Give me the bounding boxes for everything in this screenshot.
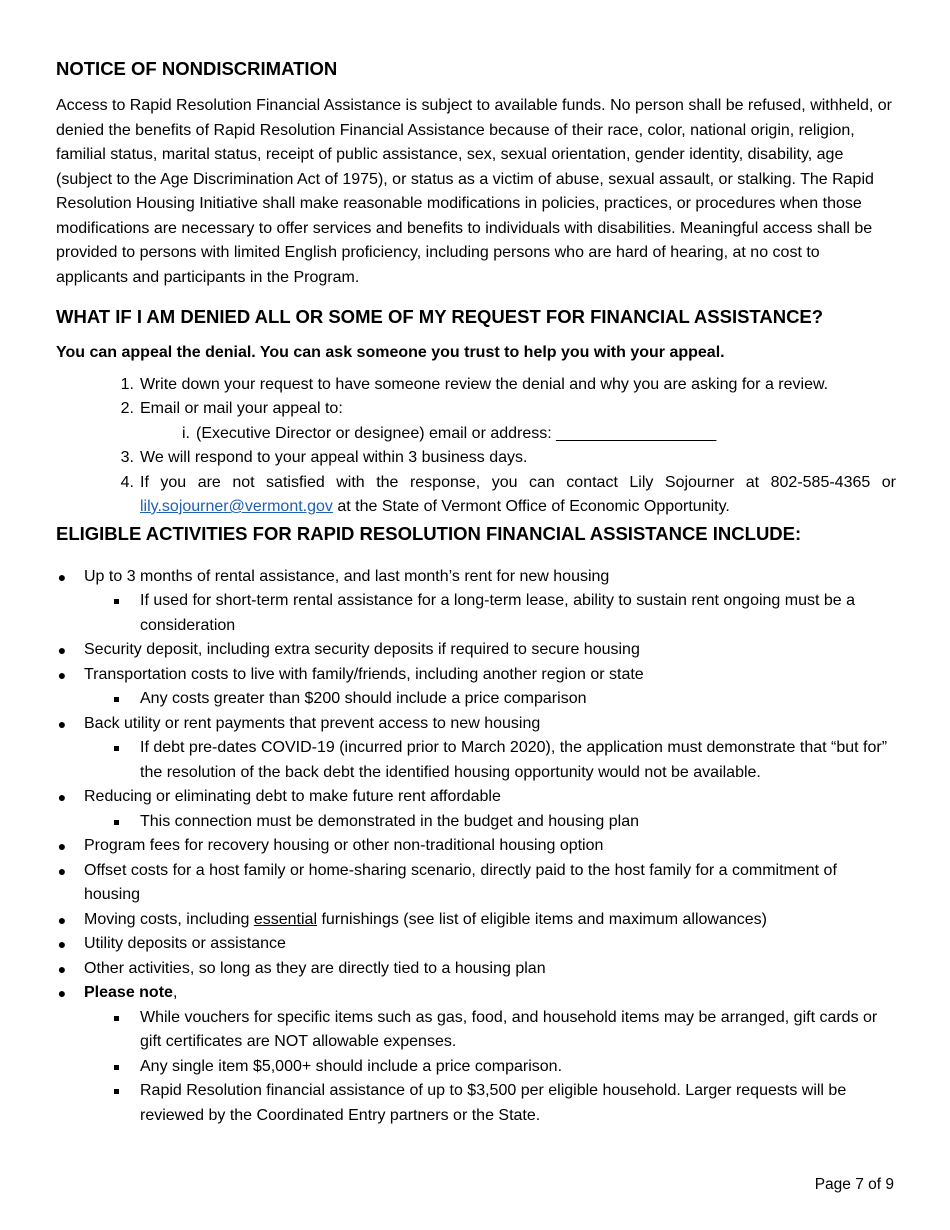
appeal-step: 4. If you are not satisfied with the response, you can contact Lily Sojourner at 802-585-4365 or lily.sojourner@vermont.gov at the State of Vermont Office of Economic Opportunity. [120,473,896,515]
square-bullet-icon [114,599,119,604]
bullet-icon: ● [57,642,67,658]
bullet-icon: ● [57,666,67,683]
notice-title: NOTICE OF NONDISCRIMATION [56,58,338,79]
square-bullet-icon [114,820,119,825]
appeal-steps [56,373,896,520]
appeal-substep: i. (Executive Director or designee) email or address: __________________ [182,424,717,442]
notice-body: Access to Rapid Resolution Financial Assistance is subject to available funds. No person shall be refused, withheld, or denied the benefits of Rapid Resolution Financial Assistance because of their race, color, national origin, religion, familial status, marital status, receipt of public assistance, sex, sexual orientation, gender identity, disability, age (subject to the Age Discrimination Act of 1975), or status as a victim of abuse, sexual assault, or stalking. The Rapid Resolution Housing Initiative shall make reasonable modifications in policies, practices, or procedures when those modifications are necessary to offer services and benefits to individuals with disabilities. Meaningful access shall be provided to persons with limited English proficiency, including persons who are hard of hearing, at no cost to applicants and participants in the Program. [56,97,893,286]
bullet-icon: ● [57,568,67,585]
appeal-step: 1. Write down your request to have someone review the denial and why you are asking for a review. [120,375,829,393]
sub-list-item: Rapid Resolution financial assistance of up to $3,500 per eligible household. Larger requests will be reviewed by the Coordinated Entry partners or the State. [56,1079,896,1128]
list-item: ● Up to 3 months of rental assistance, and last month’s rent for new housing [56,565,896,590]
sub-list-item: This connection must be demonstrated in the budget and housing plan [56,810,896,835]
sub-list-item: While vouchers for specific items such as gas, food, and household items may be arranged, gift cards or gift certificates are NOT allowable expenses. [56,1006,896,1055]
bullet-icon: ● [57,789,67,805]
list-item: ● Reducing or eliminating debt to make future rent affordable [56,785,896,810]
list-item: ● Back utility or rent payments that prevent access to new housing [56,712,896,737]
eligible-activities-list [56,565,896,1129]
appeal-step: 2. Email or mail your appeal to: [120,400,343,417]
sub-list-item: Any costs greater than $200 should include a price comparison [56,687,896,712]
bullet-icon: ● [57,960,67,977]
sub-list-item: If used for short-term rental assistance for a long-term lease, ability to sustain rent ongoing must be a consideration [56,589,896,638]
contact-email-link[interactable]: lily.sojourner@vermont.gov [140,498,333,515]
list-item: ● Program fees for recovery housing or other non-traditional housing option [56,834,896,859]
list-item: ● Utility deposits or assistance [56,932,896,957]
document-page [56,56,896,1128]
bullet-icon: ● [57,985,67,1001]
denied-title: WHAT IF I AM DENIED ALL OR SOME OF MY REQUEST FOR FINANCIAL ASSISTANCE? [56,306,824,327]
list-item: ● Transportation costs to live with family/friends, including another region or state [56,663,896,688]
square-bullet-icon [114,697,119,702]
bullet-icon: ● [57,911,67,928]
sub-list-item: Any single item $5,000+ should include a price comparison. [56,1055,896,1080]
bullet-icon: ● [57,715,67,732]
square-bullet-icon [114,1016,119,1021]
square-bullet-icon [114,746,119,751]
square-bullet-icon [114,1089,119,1094]
appeal-step: 3. We will respond to your appeal within 3 business days. [120,449,528,466]
sub-list-item: If debt pre-dates COVID-19 (incurred prior to March 2020), the application must demonstrate that “but for” the resolution of the back debt the identified housing opportunity would not be available. [56,736,896,785]
eligible-title: ELIGIBLE ACTIVITIES FOR RAPID RESOLUTION FINANCIAL ASSISTANCE INCLUDE: [56,522,802,544]
list-item: ● Offset costs for a host family or home-sharing scenario, directly paid to the host family for a commitment of housing [56,859,896,908]
page-number: Page 7 of 9 [814,1176,894,1193]
bullet-icon: ● [57,838,67,854]
bullet-icon: ● [57,936,67,952]
list-item: ● Moving costs, including essential furnishings (see list of eligible items and maximum allowances) [56,908,896,933]
square-bullet-icon [114,1065,119,1070]
appeal-intro: You can appeal the denial. You can ask someone you trust to help you with your appeal. [56,344,725,361]
bullet-icon: ● [57,862,67,879]
list-item: ● Security deposit, including extra security deposits if required to secure housing [56,638,896,663]
list-item: ● Other activities, so long as they are directly tied to a housing plan [56,957,896,982]
list-item: ● Please note, [56,981,896,1006]
